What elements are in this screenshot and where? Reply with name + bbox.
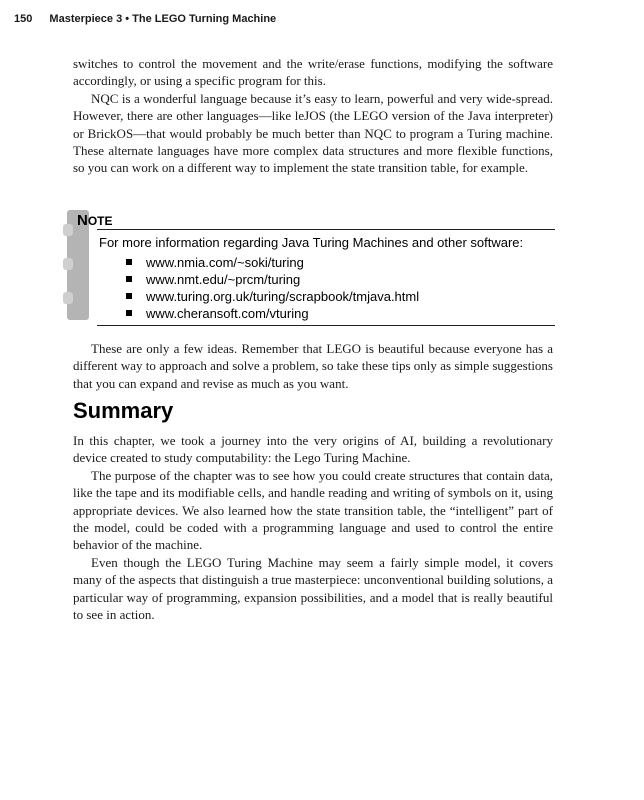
paragraph: In this chapter, we took a journey into the very origins of AI, building a revolutionary device created to study computability: the Lego Turing Machine. xyxy=(73,433,553,466)
summary-text xyxy=(73,432,553,623)
bullet-icon xyxy=(126,310,132,316)
note-top-divider xyxy=(97,229,555,230)
link-text: www.nmt.edu/~prcm/turing xyxy=(146,272,301,287)
list-item xyxy=(126,254,419,271)
page-number: 150 xyxy=(14,13,33,25)
running-head-title: Masterpiece 3 • The LEGO Turning Machine xyxy=(49,13,277,25)
note-title-initial: N xyxy=(77,212,88,229)
note-title xyxy=(77,212,113,230)
after-note-text xyxy=(73,340,553,392)
list-item xyxy=(126,305,419,322)
intro-text xyxy=(73,55,553,177)
paragraph: The purpose of the chapter was to see how you could create structures that contain data, like the tape and its modifiable cells, and handle reading and writing of symbols on it, using appropriate devices. We also learned how the state transition table, the “intelligent” part of the model, could be coded with a programming language and used to control the entire behavior of the machine. xyxy=(73,467,553,553)
section-heading-summary: Summary xyxy=(73,398,174,423)
paragraph: NQC is a wonderful language because it’s easy to learn, powerful and very wide-spread. However, there are other languages—like leJOS (the LEGO version of the Java interpreter) or BrickOS—that would probably be much better than NQC to program a Turing machine. These alternate languages have more complex data structures and more flexible functions, so you can work on a different way to implement the state transition table, for example. xyxy=(73,90,553,176)
list-item xyxy=(126,288,419,305)
note-title-rest: OTE xyxy=(87,214,113,228)
link-text: www.nmia.com/~soki/turing xyxy=(146,255,304,270)
bullet-icon xyxy=(126,293,132,299)
note-bottom-divider xyxy=(97,325,555,326)
link-text: www.turing.org.uk/turing/scrapbook/tmjava.html xyxy=(146,289,420,304)
paragraph: These are only a few ideas. Remember that LEGO is beautiful because everyone has a different way to approach and solve a problem, so take these tips only as simple suggestions that you can expand and revise as much as you want. xyxy=(73,341,553,391)
link-text: www.cheransoft.com/vturing xyxy=(146,306,309,321)
bullet-icon xyxy=(126,276,132,282)
paragraph: switches to control the movement and the write/erase functions, modifying the software accordingly, or using a specific program for this. xyxy=(73,56,553,89)
list-item xyxy=(126,271,419,288)
running-head xyxy=(14,13,276,25)
paragraph: Even though the LEGO Turing Machine may seem a fairly simple model, it covers many of the aspects that distinguish a true masterpiece: unconventional building solutions, a particular way of programming, expansion possibilities, and a model that is really beautiful to see in action. xyxy=(73,554,553,623)
note-link-list xyxy=(126,254,419,322)
bullet-icon xyxy=(126,259,132,265)
note-lead-text: For more information regarding Java Turing Machines and other software: xyxy=(99,235,524,250)
